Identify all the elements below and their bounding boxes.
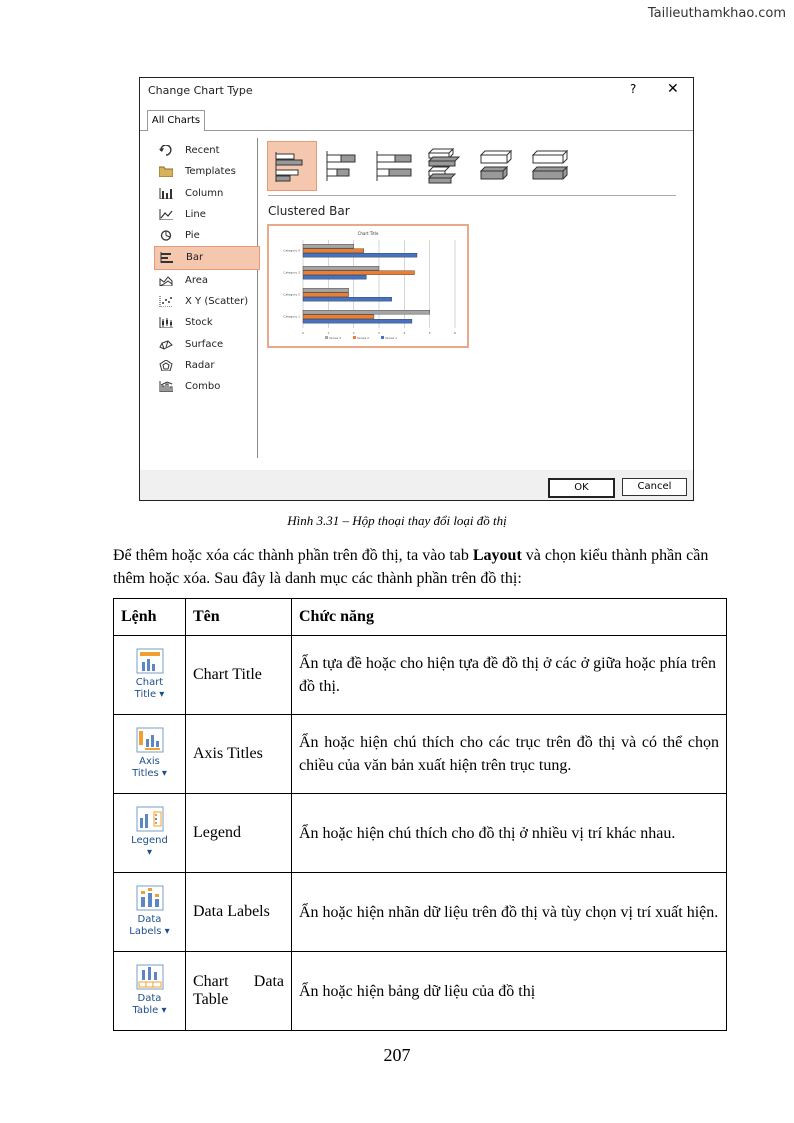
- cancel-button[interactable]: Cancel: [622, 478, 687, 496]
- subtype-100-stacked-bar[interactable]: [371, 141, 419, 189]
- sidebar-item-bar[interactable]: [154, 246, 260, 269]
- data-labels-icon: [136, 885, 164, 911]
- sidebar-item-recent[interactable]: [154, 140, 260, 161]
- sidebar-item-label: Surface: [185, 338, 224, 350]
- y-category-label: Category 3: [283, 270, 300, 275]
- legend-icon: [136, 806, 164, 832]
- row-name: Data Labels: [186, 873, 292, 952]
- sidebar-item-label: Bar: [186, 252, 204, 264]
- 3d-100-stacked-bar-icon: [527, 141, 575, 189]
- table-row: [114, 794, 727, 873]
- row-function: Ẩn tựa đề hoặc cho hiện tựa đề đồ thị ở các ở giữa hoặc phía trên đồ thị.: [292, 636, 727, 715]
- button-label: Titles ▾: [132, 768, 167, 779]
- sidebar-item-label: Radar: [185, 359, 215, 371]
- tab-all-charts[interactable]: All Charts: [147, 110, 205, 131]
- gallery-divider: [268, 195, 676, 196]
- row-name: Chart Title: [186, 636, 292, 715]
- table-row: [114, 873, 727, 952]
- legend-label: Series 3: [329, 336, 342, 340]
- bar: [303, 315, 374, 319]
- help-button[interactable]: ?: [630, 82, 637, 96]
- legend-button[interactable]: [125, 806, 175, 859]
- bar: [303, 244, 354, 248]
- bar: [303, 288, 349, 292]
- sidebar-item-surface[interactable]: [154, 334, 260, 355]
- sidebar-item-label: Combo: [185, 381, 221, 393]
- table-row: [114, 715, 727, 794]
- legend-swatch: [353, 336, 356, 339]
- dialog-title: Change Chart Type: [148, 84, 253, 97]
- button-label: Table ▾: [132, 1005, 167, 1016]
- subtype-3d-clustered-bar[interactable]: [423, 141, 471, 189]
- y-category-label: Category 2: [283, 292, 300, 297]
- legend-swatch: [381, 336, 384, 339]
- sidebar-item-label: Stock: [185, 317, 213, 329]
- bar: [303, 310, 430, 314]
- table-row: [114, 952, 727, 1031]
- paragraph-text-2: và chọn kiểu thành phần cần thêm hoặc xóa. Sau đây là danh mục các thành phần trên đồ thị:: [113, 547, 709, 587]
- sidebar-item-label: Templates: [185, 166, 236, 178]
- legend-label: Series 1: [385, 336, 398, 340]
- bar: [303, 253, 417, 257]
- bar: [303, 271, 414, 275]
- row-name: Legend: [186, 794, 292, 873]
- ok-button[interactable]: OK: [548, 478, 615, 498]
- chart-elements-table: [113, 598, 727, 1031]
- row-function: Ẩn hoặc hiện bảng dữ liệu của đồ thị: [292, 952, 727, 1031]
- sidebar-item-area[interactable]: [154, 270, 260, 291]
- button-label: Chart: [135, 677, 164, 688]
- subtype-3d-100-stacked-bar[interactable]: [527, 141, 575, 189]
- bar: [303, 297, 392, 301]
- chart-title-button[interactable]: [125, 648, 175, 701]
- data-table-icon: [136, 964, 164, 990]
- stock-chart-icon: [159, 317, 173, 328]
- bar-chart-icon: [160, 252, 174, 263]
- tab-strip: [140, 110, 693, 131]
- x-tick-label: 0: [302, 331, 304, 335]
- line-chart-icon: [159, 209, 173, 220]
- header-name: Tên: [186, 599, 292, 636]
- sidebar-item-label: Recent: [185, 145, 220, 156]
- x-tick-label: 4: [403, 331, 406, 335]
- sidebar-item-pie[interactable]: [154, 225, 260, 246]
- row-function: Ẩn hoặc hiện chú thích cho các trục trên đồ thị và có thể chọn chiều của văn bản xuất hiện trên trục tung.: [292, 715, 727, 794]
- y-category-label: Category 1: [283, 314, 300, 319]
- 3d-clustered-bar-icon: [423, 141, 471, 189]
- bar: [303, 266, 379, 270]
- combo-chart-icon: [159, 381, 173, 392]
- 3d-stacked-bar-icon: [475, 141, 523, 189]
- x-tick-label: 6: [454, 331, 456, 335]
- 100-stacked-bar-icon: [371, 141, 419, 189]
- x-tick-label: 2: [352, 331, 355, 335]
- data-table-button[interactable]: [125, 964, 175, 1017]
- legend-label: Series 2: [357, 336, 370, 340]
- sidebar-item-scatter[interactable]: [154, 291, 260, 312]
- paragraph-bold: Layout: [472, 547, 522, 564]
- sidebar-item-label: Column: [185, 187, 224, 199]
- row-name: Axis Titles: [186, 715, 292, 794]
- axis-titles-button[interactable]: [125, 727, 175, 780]
- row-name-line: Table: [193, 991, 229, 1008]
- chart-type-list: [154, 140, 260, 398]
- button-label: Axis: [139, 756, 160, 767]
- pie-chart-icon: [159, 230, 173, 241]
- area-chart-icon: [159, 275, 173, 286]
- figure-caption: Hình 3.31 – Hộp thoại thay đổi loại đồ thị: [287, 513, 507, 528]
- header-function: Chức năng: [292, 599, 727, 636]
- x-tick-label: 5: [428, 331, 431, 335]
- legend-swatch: [325, 336, 328, 339]
- folder-icon: [159, 166, 173, 177]
- table-header-row: [114, 599, 727, 636]
- subtype-clustered-bar[interactable]: [267, 141, 317, 191]
- sidebar-item-radar[interactable]: [154, 355, 260, 376]
- surface-chart-icon: [159, 339, 173, 350]
- sidebar-item-line[interactable]: [154, 204, 260, 225]
- chart-title-icon: [136, 648, 164, 674]
- header-command: Lệnh: [114, 599, 186, 636]
- sidebar-item-label: Pie: [185, 230, 200, 242]
- axis-titles-icon: [136, 727, 164, 753]
- subtype-3d-stacked-bar[interactable]: [475, 141, 523, 189]
- chart-preview[interactable]: [267, 224, 469, 348]
- sidebar-item-label: X Y (Scatter): [185, 296, 249, 308]
- column-chart-icon: [159, 188, 173, 199]
- table-row: [114, 636, 727, 715]
- selected-chart-type-name: Clustered Bar: [268, 204, 350, 218]
- stacked-bar-icon: [319, 141, 367, 189]
- preview-chart-title: Chart Title: [357, 231, 379, 236]
- close-button[interactable]: ✕: [667, 81, 679, 97]
- x-tick-label: 1: [327, 331, 330, 335]
- bar: [303, 319, 412, 323]
- page-number: 207: [383, 1045, 411, 1065]
- scatter-chart-icon: [159, 296, 173, 307]
- change-chart-type-dialog: [139, 77, 694, 501]
- preview-chart: [269, 226, 467, 346]
- row-name-line: Chart Data: [193, 973, 284, 990]
- row-function: Ẩn hoặc hiện nhãn dữ liệu trên đồ thị và tùy chọn vị trí xuất hiện.: [292, 873, 727, 952]
- button-label: Legend: [131, 835, 168, 846]
- row-function: Ẩn hoặc hiện chú thích cho đồ thị ở nhiều vị trí khác nhau.: [292, 794, 727, 873]
- button-label: Data: [137, 993, 162, 1004]
- subtype-stacked-bar[interactable]: [319, 141, 367, 189]
- sidebar-item-stock[interactable]: [154, 312, 260, 333]
- row-name: [186, 952, 292, 1031]
- bar: [303, 293, 349, 297]
- radar-chart-icon: [159, 360, 173, 371]
- x-tick-label: 3: [378, 331, 380, 335]
- data-labels-button[interactable]: [125, 885, 175, 938]
- button-label: Title ▾: [134, 689, 165, 700]
- button-label: ▾: [146, 847, 153, 858]
- watermark: Tailieuthamkhao.com: [647, 6, 786, 21]
- sidebar-item-combo[interactable]: [154, 376, 260, 397]
- sidebar-item-templates[interactable]: [154, 161, 260, 182]
- paragraph-text-1: Để thêm hoặc xóa các thành phần trên đồ thị, ta vào tab: [113, 547, 473, 564]
- sidebar-item-column[interactable]: [154, 183, 260, 204]
- sidebar-item-label: Line: [185, 208, 206, 220]
- body-paragraph: [113, 544, 727, 590]
- bar: [303, 275, 366, 279]
- button-label: Data: [137, 914, 162, 925]
- bar: [303, 249, 364, 253]
- sidebar-item-label: Area: [185, 274, 209, 286]
- y-category-label: Category 4: [283, 248, 300, 253]
- clustered-bar-icon: [268, 142, 316, 190]
- recent-icon: [159, 145, 173, 156]
- button-label: Labels ▾: [129, 926, 170, 937]
